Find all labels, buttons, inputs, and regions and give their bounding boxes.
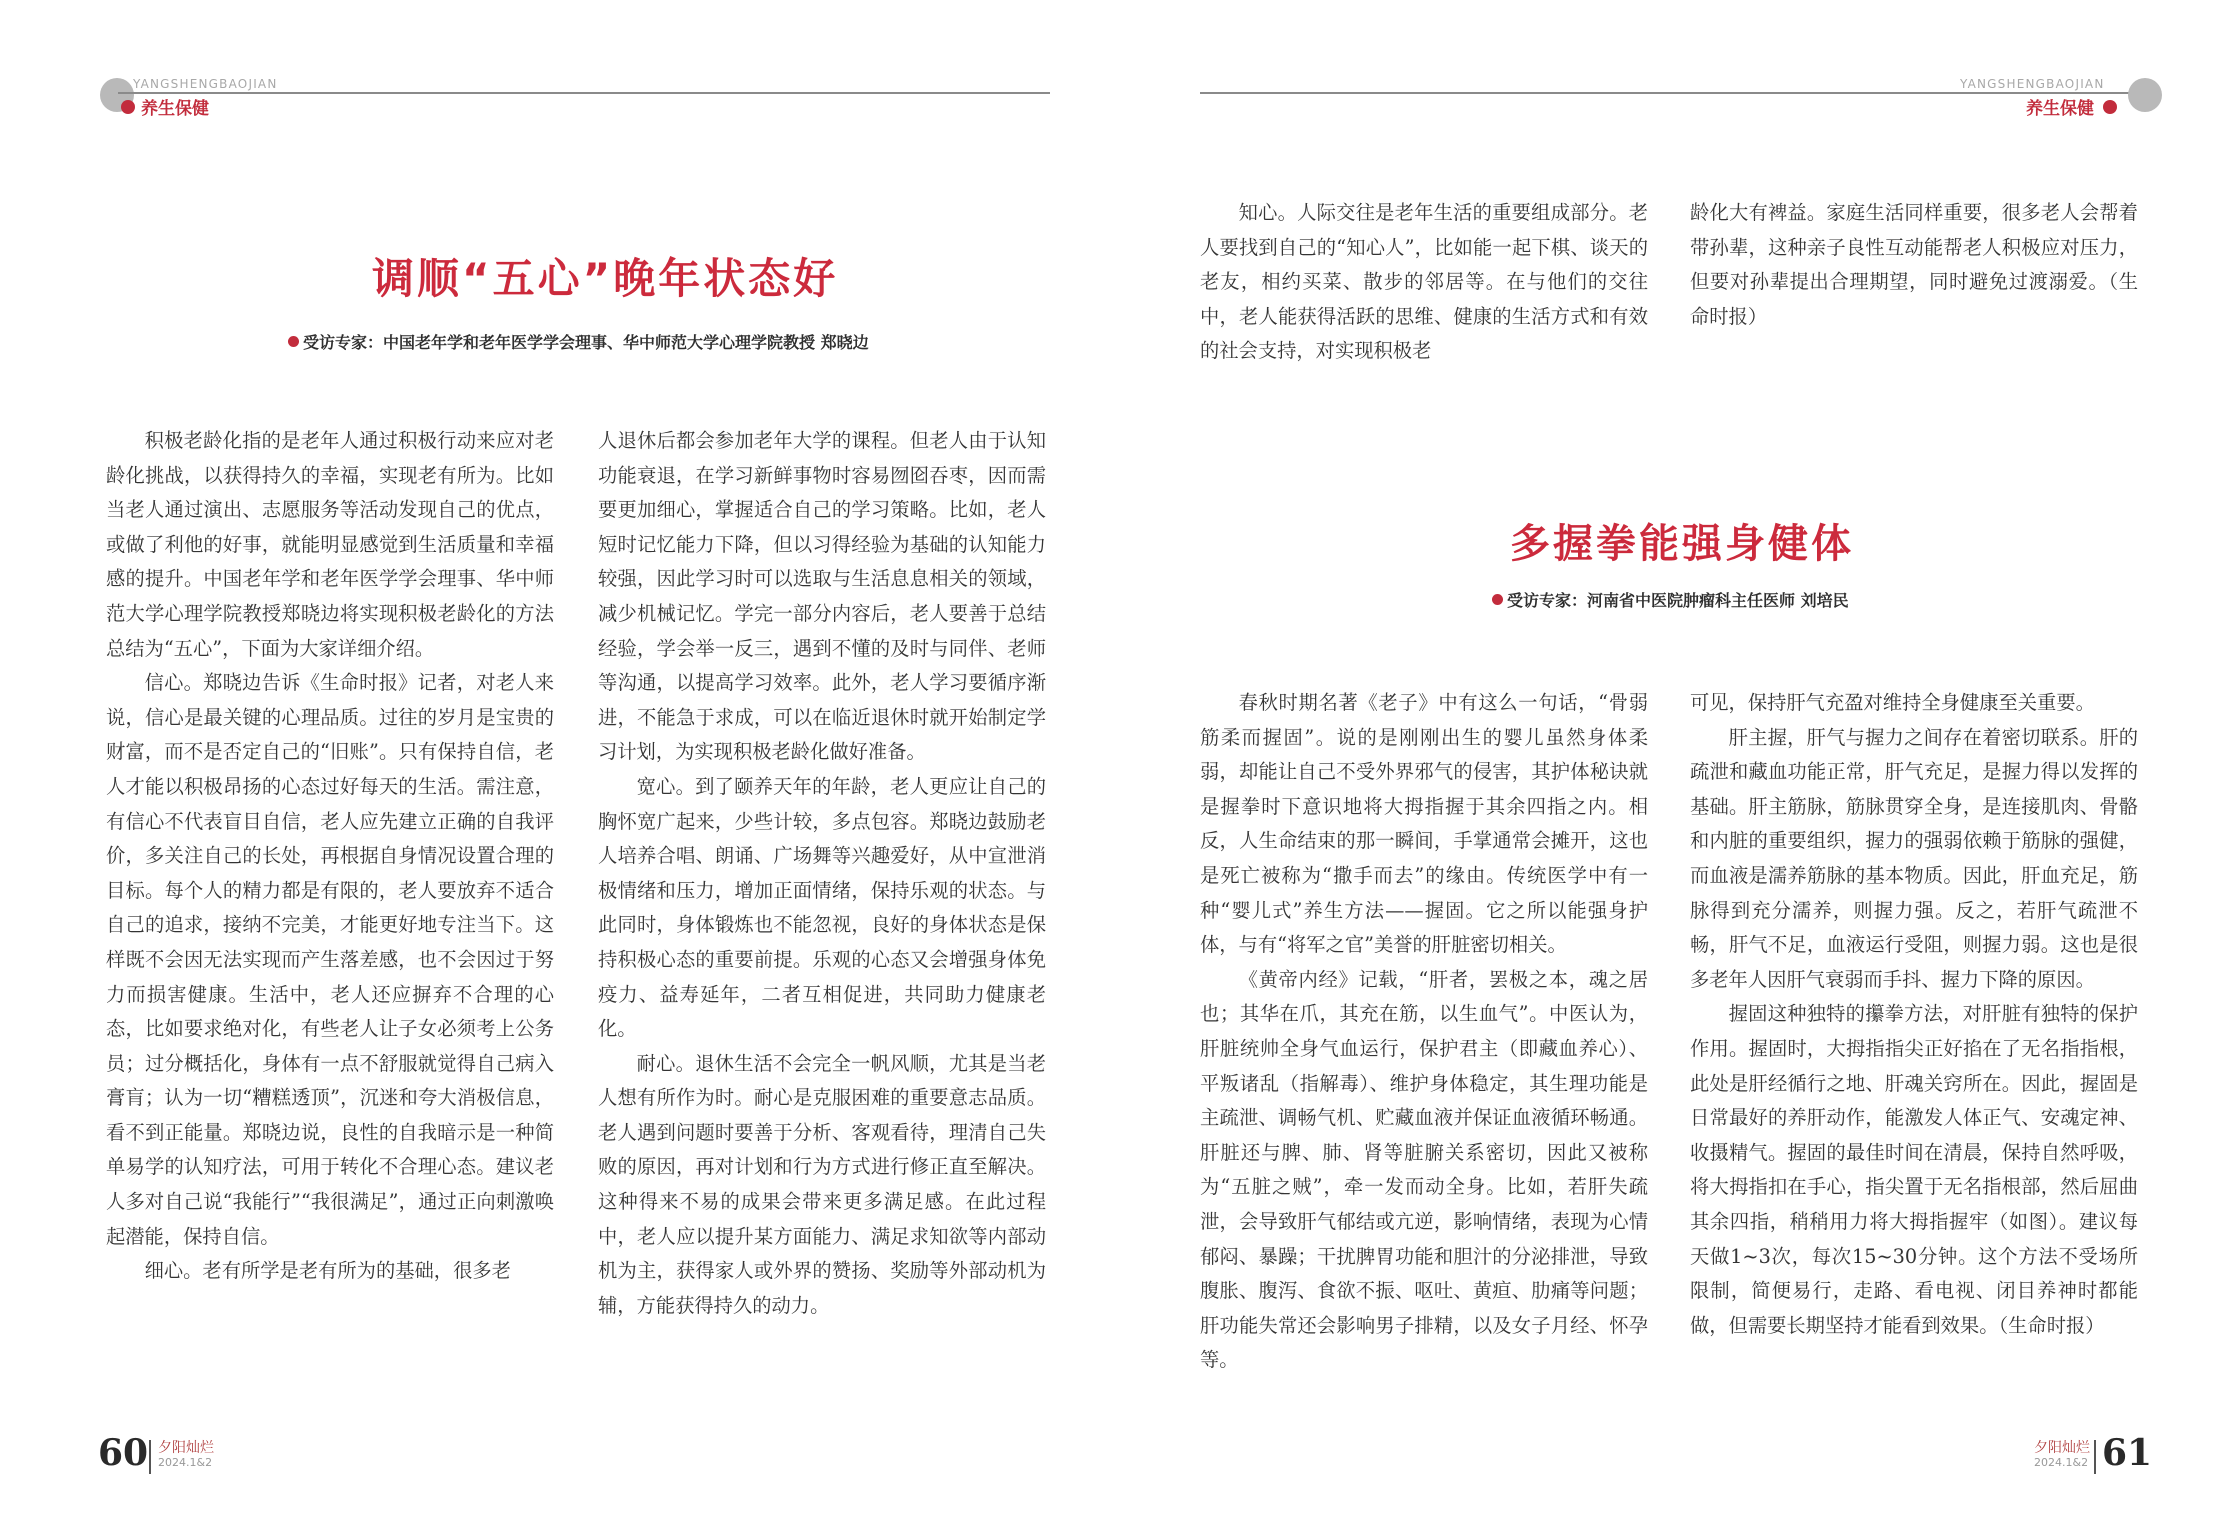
paragraph: 可见，保持肝气充盈对维持全身健康至关重要。 — [1690, 691, 2095, 714]
paragraph: 龄化大有裨益。家庭生活同样重要，很多老人会帮着带孙辈，这种亲子良性互动能帮老人积极应对压力，但要对孙辈提出合理期望，同时避免过渡溺爱。（生命时报） — [1690, 201, 2138, 328]
issue-label: 2024.1&2 — [2034, 1456, 2089, 1469]
issue-label: 2024.1&2 — [158, 1456, 213, 1469]
magazine-name: 夕阳灿烂 — [158, 1440, 214, 1456]
expert-text: 受访专家：中国老年学和老年医学学会理事、华中师范大学心理学院教授 郑晓边 — [303, 333, 869, 352]
section-dot-icon — [121, 100, 135, 114]
expert-text: 受访专家：河南省中医院肿瘤科主任医师 刘培民 — [1507, 591, 1849, 610]
right-page — [1118, 0, 2236, 1528]
section-label-cn: 养生保健 — [2026, 99, 2094, 119]
paragraph: 信心。郑晓边告诉《生命时报》记者，对老人来说，信心是最关键的心理品质。过往的岁月是宝贵的财富，而不是否定自己的“旧账”。只有保持自信，老人才能以积极昂扬的心态过好每天的生活。需注意，有信心不代表盲目自信，老人应先建立正确的自我评价，多关注自己的长处，再根据自身情况设置合理的目标。每个人的精力都是有限的，老人要放弃不适合自己的追求，接纳不完美，才能更好地专注当下。这样既不会因无法实现而产生落差感，也不会因过于努力而损害健康。生活中，老人还应摒弃不合理的心态，比如要求绝对化，有些老人让子女必须考上公务员；过分概括化，身体有一点不舒服就觉得自己病入膏肓；认为一切“糟糕透顶”，沉迷和夸大消极信息，看不到正能量。郑晓边说，良性的自我暗示是一种简单易学的认知疗法，可用于转化不合理心态。建议老人多对自己说“我能行”“我很满足”，通过正向刺激唤起潜能，保持自信。 — [106, 671, 554, 1248]
section-dot-icon — [2103, 100, 2117, 114]
header-rule — [1200, 92, 2144, 94]
paragraph: 春秋时期名著《老子》中有这么一句话，“骨弱筋柔而握固”。说的是刚刚出生的婴儿虽然身体柔弱，却能让自己不受外界邪气的侵害，其护体秘诀就是握拳时下意识地将大拇指握于其余四指之内。相反，人生命结束的那一瞬间，手掌通常会摊开，这也是死亡被称为“撒手而去”的缘由。传统医学中有一种“婴儿式”养生方法——握固。它之所以能强身护体，与有“将军之官”美誉的肝脏密切相关。 — [1200, 691, 1648, 957]
article-column-1 — [106, 424, 554, 1289]
article-column-3 — [1200, 196, 1648, 369]
header-decor-circle — [2128, 78, 2162, 112]
article-column-2 — [1690, 686, 2138, 1343]
paragraph: 握固这种独特的攥拳方法，对肝脏有独特的保护作用。握固时，大拇指指尖正好掐在了无名指指根，此处是肝经循行之地、肝魂关窍所在。因此，握固是日常最好的养肝动作，能激发人体正气、安魂定神、收摄精气。握固的最佳时间在清晨，保持自然呼吸，将大拇指扣在手心，指尖置于无名指根部，然后屈曲其余四指，稍稍用力将大拇指握牢（如图）。建议每天做1~3次，每次15~30分钟。这个方法不受场所限制，简便易行，走路、看电视、闭目养神时都能做，但需要长期坚持才能看到效果。（生命时报） — [1690, 1002, 2138, 1337]
paragraph: 知心。人际交往是老年生活的重要组成部分。老人要找到自己的“知心人”，比如能一起下棋、谈天的老友，相约买菜、散步的邻居等。在与他们的交往中，老人能获得活跃的思维、健康的生活方式和有效的社会支持，对实现积极老 — [1200, 201, 1648, 363]
magazine-name: 夕阳灿烂 — [2034, 1440, 2090, 1456]
paragraph: 肝主握，肝气与握力之间存在着密切联系。肝的疏泄和藏血功能正常，肝气充足，是握力得以发挥的基础。肝主筋脉，筋脉贯穿全身，是连接肌肉、骨骼和内脏的重要组织，握力的强弱依赖于筋脉的强健，而血液是濡养筋脉的基本物质。因此，肝血充足，筋脉得到充分濡养，则握力强。反之，若肝气疏泄不畅，肝气不足，血液运行受阻，则握力弱。这也是很多老年人因肝气衰弱而手抖、握力下降的原因。 — [1690, 725, 2138, 991]
paragraph: 细心。老有所学是老有所为的基础，很多老 — [144, 1259, 511, 1283]
bullet-icon — [288, 336, 299, 347]
section-label-cn: 养生保健 — [141, 99, 209, 119]
article-title: 调顺“五心”晚年状态好 — [372, 254, 839, 303]
article-column-1 — [1200, 686, 1648, 1378]
article-title: 多握拳能强身健体 — [1510, 521, 1854, 567]
page-number: 61 — [2102, 1432, 2153, 1474]
article-column-4 — [1690, 196, 2138, 334]
paragraph: 积极老龄化指的是老年人通过积极行动来应对老龄化挑战，以获得持久的幸福，实现老有所为。比如当老人通过演出、志愿服务等活动发现自己的优点，或做了利他的好事，就能明显感觉到生活质量和幸福感的提升。中国老年学和老年医学学会理事、华中师范大学心理学院教授郑晓边将实现积极老龄化的方法总结为“五心”，下面为大家详细介绍。 — [106, 429, 554, 660]
article-column-2 — [598, 424, 1046, 1323]
paragraph: 耐心。退休生活不会完全一帆风顺，尤其是当老人想有所作为时。耐心是克服困难的重要意志品质。老人遇到问题时要善于分析、客观看待，理清自己失败的原因，再对计划和行为方式进行修正直至解决。这种得来不易的成果会带来更多满足感。在此过程中，老人应以提升某方面能力、满足求知欲等内部动机为主，获得家人或外界的赞扬、奖励等外部动机为辅，方能获得持久的动力。 — [598, 1051, 1046, 1317]
bullet-icon — [1492, 594, 1503, 605]
footer-separator — [2094, 1440, 2096, 1474]
expert-line — [288, 330, 869, 353]
paragraph: 宽心。到了颐养天年的年龄，老人更应让自己的胸怀宽广起来，少些计较，多点包容。郑晓边鼓励老人培养合唱、朗诵、广场舞等兴趣爱好，从中宣泄消极情绪和压力，增加正面情绪，保持乐观的状态。与此同时，身体锻炼也不能忽视，良好的身体状态是保持积极心态的重要前提。乐观的心态又会增强身体免疫力、益寿延年，二者互相促进，共同助力健康老化。 — [598, 774, 1046, 1041]
page-number: 60 — [98, 1432, 149, 1474]
paragraph: 人退休后都会参加老年大学的课程。但老人由于认知功能衰退，在学习新鲜事物时容易囫囵吞枣，因而需要更加细心，掌握适合自己的学习策略。比如，老人短时记忆能力下降，但以习得经验为基础的认知能力较强，因此学习时可以选取与生活息息相关的领域，减少机械记忆。学完一部分内容后，老人要善于总结经验，学会举一反三，遇到不懂的及时与同伴、老师等沟通，以提高学习效率。此外，老人学习要循序渐进，不能急于求成，可以在临近退休时就开始制定学习计划，为实现积极老龄化做好准备。 — [598, 429, 1046, 764]
section-label-en: YANGSHENGBAOJIAN — [1960, 77, 2105, 91]
section-label-en: YANGSHENGBAOJIAN — [133, 77, 278, 91]
header-rule — [118, 92, 1050, 94]
footer-separator — [149, 1440, 151, 1474]
paragraph: 《黄帝内经》记载，“肝者，罢极之本，魂之居也；其华在爪，其充在筋，以生血气”。中医认为，肝脏统帅全身气血运行，保护君主（即藏血养心）、平叛诸乱（指解毒）、维护身体稳定，其生理功能是主疏泄、调畅气机、贮藏血液并保证血液循环畅通。肝脏还与脾、肺、肾等脏腑关系密切，因此又被称为“五脏之贼”，牵一发而动全身。比如，若肝失疏泄，会导致肝气郁结或亢逆，影响情绪，表现为心情郁闷、暴躁；干扰脾胃功能和胆汁的分泌排泄，导致腹胀、腹泻、食欲不振、呕吐、黄疸、肋痛等问题；肝功能失常还会影响男子排精，以及女子月经、怀孕等。 — [1200, 967, 1648, 1372]
expert-line — [1492, 588, 1849, 611]
